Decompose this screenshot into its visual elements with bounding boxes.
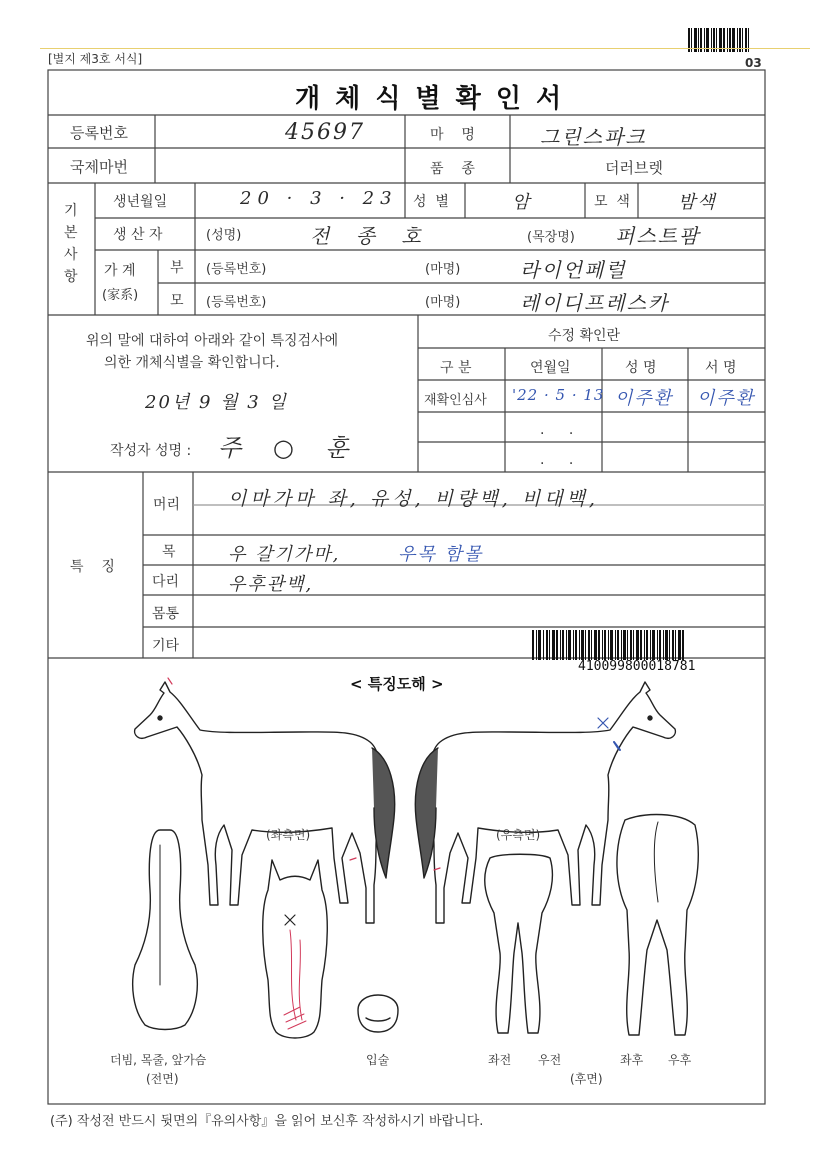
leg-label: 다리 xyxy=(152,574,180,590)
body-label: 몸통 xyxy=(152,606,180,622)
front-legs-view xyxy=(485,854,553,1033)
farm-value: 퍼스트팜 xyxy=(615,224,701,248)
features-section-label: 특 징 xyxy=(70,559,115,575)
reg-no-value: 45697 xyxy=(285,120,365,145)
sire-label: 부 xyxy=(170,260,184,276)
front-caption: 더빔, 목줄, 앞가슴 xyxy=(110,1053,207,1067)
sire-name-label: (마명) xyxy=(425,262,461,277)
intl-no-label: 국제마번 xyxy=(70,158,128,176)
dam-name-value: 레이디프레스카 xyxy=(520,291,670,315)
dam-reg-label: (등록번호) xyxy=(206,295,267,310)
sticker-barcode-number: 410099800018781 xyxy=(578,659,696,674)
rev-header-type: 구 분 xyxy=(440,360,472,376)
left-side-horse xyxy=(135,682,395,923)
neck-label: 목 xyxy=(162,544,176,560)
sex-value: 암 xyxy=(512,192,532,213)
form-code: [별지 제3호 서식] xyxy=(48,52,143,66)
diagram-title: < 특징도해 > xyxy=(350,675,444,693)
neck-value-blue: 우목 함몰 xyxy=(398,544,484,565)
producer-name-value: 전 종 호 xyxy=(310,224,431,248)
rev-row-date: '22 · 5 · 13 xyxy=(512,386,605,404)
rev-header-sign: 서 명 xyxy=(705,360,737,376)
producer-name-label: (성명) xyxy=(206,228,242,243)
page-number: 03 xyxy=(745,56,762,70)
right-fore-label: 우전 xyxy=(538,1053,562,1067)
family-hanja: (家系) xyxy=(102,288,139,303)
leg-value: 우후관백, xyxy=(228,574,314,595)
farm-label: (목장명) xyxy=(527,230,575,245)
rev-header-name: 성 명 xyxy=(625,360,657,376)
family-label: 가 계 xyxy=(104,263,136,279)
dam-name-label: (마명) xyxy=(425,295,461,310)
right-side-label: (우측면) xyxy=(496,828,541,842)
head-label: 머리 xyxy=(153,497,181,513)
head-front-view xyxy=(263,860,328,1038)
sire-name-value: 라이언페럴 xyxy=(520,258,627,282)
statement-line1: 위의 말에 대하여 아래와 같이 특징검사에 xyxy=(86,333,339,349)
confirm-date: 20년 9 월 3 일 xyxy=(145,392,288,413)
rear-view xyxy=(617,815,698,1035)
head-value: 이마가마 좌, 유성, 비량백, 비대백, xyxy=(228,488,599,510)
front-chest-view xyxy=(133,830,198,1030)
left-hind-label: 좌후 xyxy=(620,1053,644,1067)
breed-label: 품 종 xyxy=(430,161,475,177)
horse-name-value: 그린스파크 xyxy=(540,125,647,149)
other-label: 기타 xyxy=(152,638,180,654)
reg-no-label: 등록번호 xyxy=(70,124,128,142)
left-side-label: (좌측면) xyxy=(266,828,311,842)
writer-label: 작성자 성명 : xyxy=(110,443,192,459)
rev-row3-date: . . xyxy=(540,452,584,468)
rev-row-sign: 이주환 xyxy=(697,388,756,409)
statement-line2: 의한 개체식별을 확인합니다. xyxy=(104,355,280,371)
sire-reg-label: (등록번호) xyxy=(206,262,267,277)
rev-header-date: 연월일 xyxy=(530,360,571,376)
writer-value: 주 ○ 훈 xyxy=(218,434,361,462)
breed-value: 더러브렛 xyxy=(605,159,663,177)
rear-label: (후면) xyxy=(570,1072,603,1086)
coat-color-value: 밤색 xyxy=(678,192,717,213)
rev-row-type: 재확인심사 xyxy=(424,393,487,408)
rev-row-name: 이주환 xyxy=(615,388,674,409)
coat-color-label: 모 색 xyxy=(594,194,630,210)
producer-label: 생 산 자 xyxy=(113,227,163,243)
muzzle-view xyxy=(358,995,398,1032)
muzzle-label: 입술 xyxy=(366,1053,390,1067)
sex-label: 성 별 xyxy=(413,194,449,210)
horse-name-label: 마 명 xyxy=(430,127,475,143)
page-title: 개 체 식 별 확 인 서 xyxy=(295,84,565,114)
basic-section-label: 기 본 사 항 xyxy=(64,203,78,285)
revision-title: 수정 확인란 xyxy=(548,328,621,344)
neck-value: 우 갈기가마, xyxy=(228,544,341,565)
left-fore-label: 좌전 xyxy=(488,1053,512,1067)
front-label: (전면) xyxy=(146,1072,179,1086)
right-side-horse xyxy=(415,682,675,923)
right-hind-label: 우후 xyxy=(668,1053,692,1067)
rev-row2-date: . . xyxy=(540,422,584,438)
birth-value: 20 · 3 · 23 xyxy=(240,188,398,209)
dam-label: 모 xyxy=(170,293,184,309)
footer-note: (주) 작성전 반드시 뒷면의『유의사항』을 읽어 보신후 작성하시기 바랍니다. xyxy=(50,1114,484,1129)
birth-label: 생년월일 xyxy=(113,194,168,210)
